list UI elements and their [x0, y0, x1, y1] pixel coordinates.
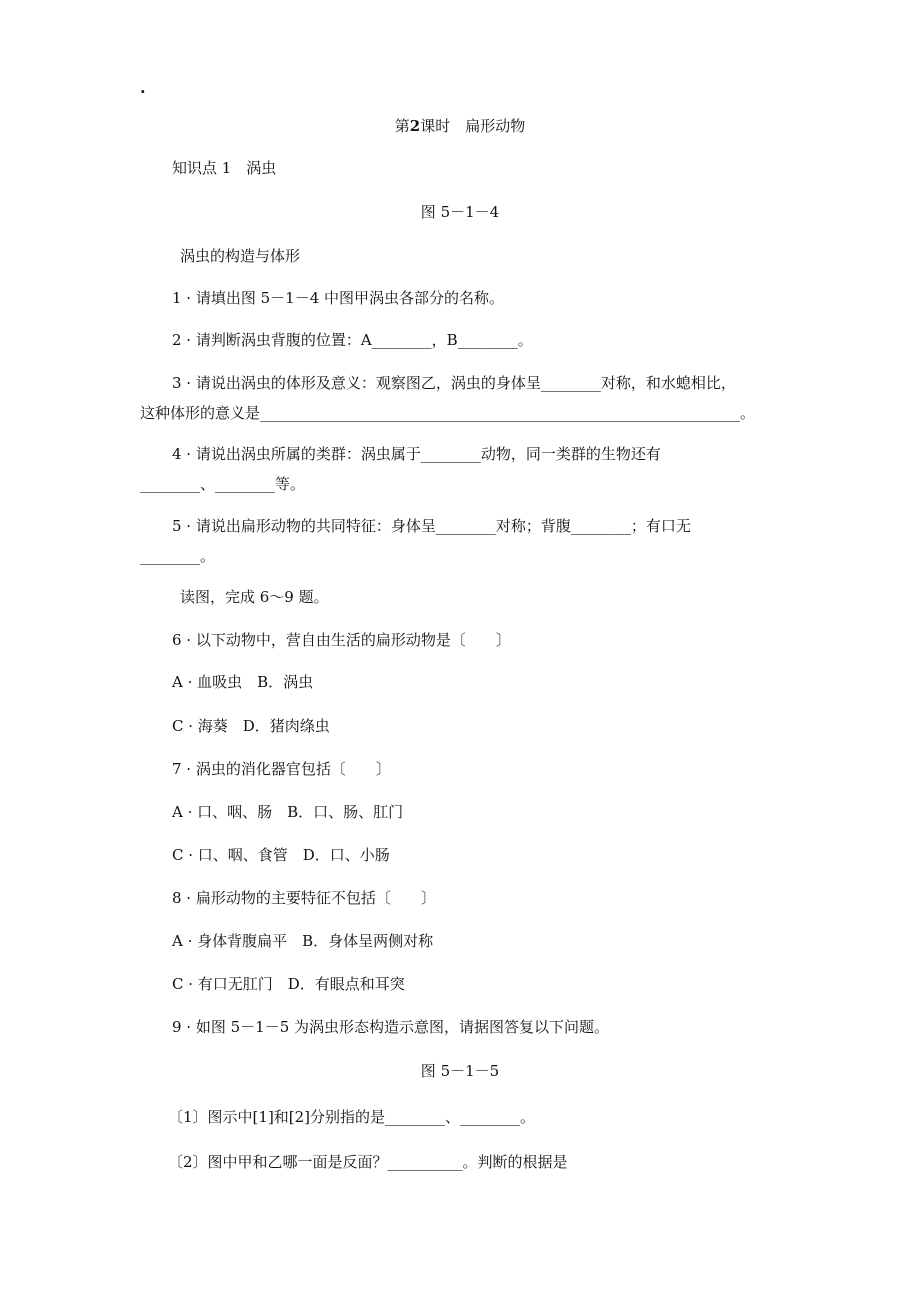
question-9-part-1: 〔1〕图示中[1]和[2]分别指的是________、________。 [168, 1108, 536, 1126]
question-6-options-ab: A · 血吸虫 B．涡虫 [172, 673, 314, 691]
question-6: 6 · 以下动物中，营自由生活的扁形动物是〔 〕 [172, 631, 511, 649]
title-number: 2 [409, 117, 421, 135]
question-4-line-2: ________、________等。 [140, 475, 306, 493]
section-heading: 知识点 1 涡虫 [172, 159, 277, 177]
question-1: 1 · 请填出图 5－1－4 中图甲涡虫各部分的名称。 [172, 289, 505, 307]
figure-caption-5-1-4: 图 5－1－4 [420, 203, 500, 221]
subheading: 涡虫的构造与体形 [180, 247, 301, 265]
question-9-part-2: 〔2〕图中甲和乙哪一面是反面？__________。判断的根据是 [168, 1153, 568, 1171]
question-7-options-cd: C · 口、咽、食管 D．口、小肠 [172, 846, 390, 864]
question-5-line-2: ________。 [140, 547, 216, 565]
title-rest: 课时 扁形动物 [420, 117, 526, 135]
question-9: 9 · 如图 5－1－5 为涡虫形态构造示意图，请据图答复以下问题。 [172, 1018, 610, 1036]
question-2: 2 · 请判断涡虫背腹的位置：A________，B________。 [172, 331, 533, 349]
question-5-line-1: 5 · 请说出扁形动物的共同特征：身体呈________对称；背腹________；有口无 [172, 517, 691, 535]
page-title [0, 116, 920, 136]
title-prefix: 第 [394, 117, 410, 135]
question-3-line-2: 这种体形的意义是________________________________________________________________。 [140, 404, 756, 422]
question-6-options-cd: C · 海葵 D．猪肉绦虫 [172, 717, 330, 735]
figure-caption-5-1-5: 图 5－1－5 [420, 1062, 500, 1080]
question-3-line-1: 3 · 请说出涡虫的体形及意义：观察图乙，涡虫的身体呈________对称，和水螅相比， [172, 374, 736, 392]
question-4-line-1: 4 · 请说出涡虫所属的类群：涡虫属于________动物，同一类群的生物还有 [172, 445, 661, 463]
question-7-options-ab: A · 口、咽、肠 B．口、肠、肛门 [172, 803, 404, 821]
question-8-options-cd: C · 有口无肛门 D．有眼点和耳突 [172, 975, 405, 993]
question-8-options-ab: A · 身体背腹扁平 B．身体呈两侧对称 [172, 932, 434, 950]
question-8: 8 · 扁形动物的主要特征不包括〔 〕 [172, 889, 436, 907]
question-7: 7 · 涡虫的消化器官包括〔 〕 [172, 760, 391, 778]
page-marker-dot: . [140, 78, 146, 97]
read-instruction: 读图，完成 6～9 题。 [180, 588, 329, 606]
